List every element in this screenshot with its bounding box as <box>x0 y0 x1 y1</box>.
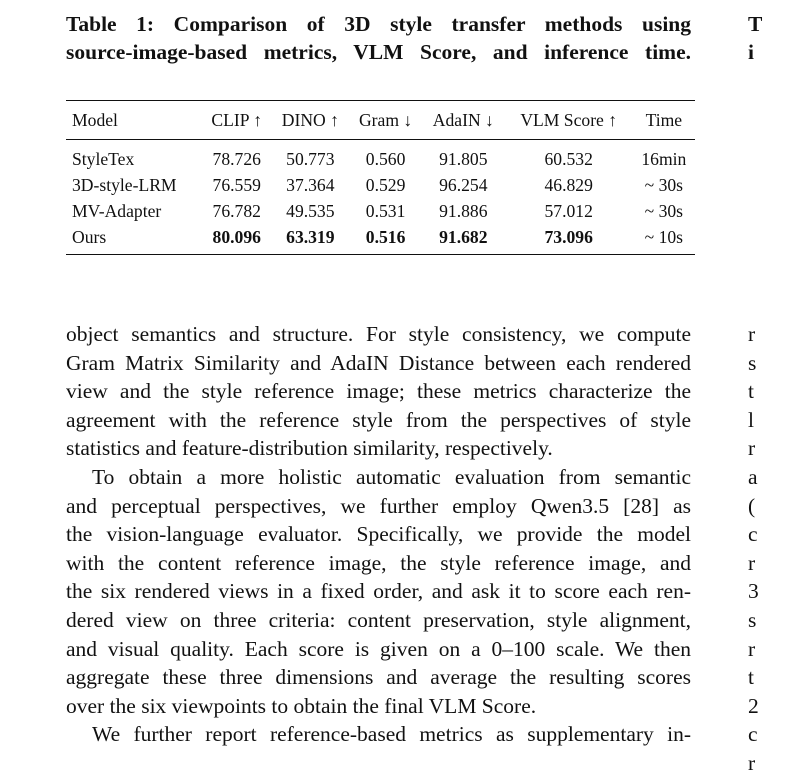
right-text-line: 2 <box>748 693 759 718</box>
cell-model: MV-Adapter <box>72 200 162 221</box>
cell-vlm-score: 73.096 <box>544 226 593 247</box>
body-paragraphs <box>66 320 691 749</box>
body-line: object semantics and structure. For style consistency, we compute <box>66 322 691 346</box>
right-column-caption <box>748 10 762 66</box>
right-text-line: l <box>748 407 754 432</box>
body-line: dered view on three criteria: content preservation, style alignment, <box>66 607 691 632</box>
right-text-line: t <box>748 379 754 404</box>
cell-clip: 76.559 <box>212 174 261 195</box>
body-line: view and the style reference image; these metrics characterize the <box>66 379 691 404</box>
right-text-line: s <box>748 607 757 632</box>
cell-clip: 76.782 <box>212 200 261 221</box>
right-text-line: r <box>748 322 756 346</box>
caption-line-2: source-image-based metrics, VLM Score, and inference time. <box>66 40 691 64</box>
right-text-line: s <box>748 350 757 375</box>
cell-vlm-score: 60.532 <box>544 148 593 169</box>
right-caption-line: i <box>748 40 754 64</box>
right-caption-line: T <box>748 12 763 36</box>
right-text-line: c <box>748 722 758 747</box>
right-text-line: ( <box>748 493 756 518</box>
table-row-best <box>66 224 695 255</box>
cell-gram: 0.560 <box>365 148 406 169</box>
right-text-line: c <box>748 522 758 547</box>
caption-line-1: Table 1: Comparison of 3D style transfer methods using <box>66 12 691 36</box>
body-line: To obtain a more holistic automatic evaluation from semantic <box>92 464 691 489</box>
cell-dino: 49.535 <box>286 200 335 221</box>
table-body <box>66 140 695 255</box>
cell-dino: 50.773 <box>286 148 335 169</box>
cell-time: ~ 10s <box>644 226 684 247</box>
right-text-line: a <box>748 464 758 489</box>
right-text-line: r <box>748 550 756 575</box>
comparison-table-container <box>66 100 695 255</box>
right-text-line: r <box>748 750 756 775</box>
cell-time: ~ 30s <box>644 174 684 195</box>
cell-dino: 37.364 <box>286 174 335 195</box>
cell-gram: 0.529 <box>365 174 406 195</box>
right-column-text <box>748 320 759 778</box>
header-time: Time <box>645 109 683 130</box>
cell-adain: 91.886 <box>439 200 488 221</box>
body-line: Gram Matrix Similarity and AdaIN Distance between each rendered <box>66 350 691 375</box>
body-line: the vision-language evaluator. Specifically, we provide the model <box>66 522 691 547</box>
right-column-fragment <box>748 0 788 775</box>
cell-gram: 0.531 <box>365 200 406 221</box>
table-header-row <box>66 101 695 140</box>
header-model: Model <box>72 109 118 130</box>
cell-vlm-score: 46.829 <box>544 174 593 195</box>
cell-vlm-score: 57.012 <box>544 200 593 221</box>
right-text-line: r <box>748 636 756 661</box>
body-line: statistics and feature-distribution similarity, respectively. <box>66 436 553 461</box>
cell-time: 16min <box>641 148 687 169</box>
table-row <box>66 172 695 198</box>
cell-adain: 96.254 <box>439 174 488 195</box>
body-line: the six rendered views in a fixed order, and ask it to score each ren- <box>66 579 691 604</box>
table-header <box>66 101 695 140</box>
body-line: over the six viewpoints to obtain the final VLM Score. <box>66 693 537 718</box>
header-adain: AdaIN ↓ <box>432 109 494 130</box>
right-text-line: r <box>748 436 756 461</box>
body-line: aggregate these three dimensions and average the resulting scores <box>66 665 691 690</box>
cell-model: 3D-style-LRM <box>72 174 177 195</box>
cell-model: StyleTex <box>72 148 135 169</box>
body-line: with the content reference image, the style reference image, and <box>66 550 691 575</box>
table-row <box>66 198 695 224</box>
cell-model: Ours <box>72 226 107 247</box>
cell-adain: 91.682 <box>439 226 488 247</box>
body-line: and perceptual perspectives, we further employ Qwen3.5 [28] as <box>66 493 691 518</box>
comparison-table <box>66 100 695 255</box>
cell-time: ~ 30s <box>644 200 684 221</box>
body-line: agreement with the reference style from the perspectives of style <box>66 407 691 432</box>
cell-adain: 91.805 <box>439 148 488 169</box>
table-row <box>66 140 695 173</box>
header-vlm-score: VLM Score ↑ <box>520 109 618 130</box>
header-gram: Gram ↓ <box>358 109 413 130</box>
cell-clip: 80.096 <box>212 226 261 247</box>
header-dino: DINO ↑ <box>281 109 339 130</box>
table-caption <box>66 10 691 66</box>
right-text-line: 3 <box>748 579 759 604</box>
cell-clip: 78.726 <box>212 148 261 169</box>
body-line: We further report reference-based metrics as supplementary in- <box>92 722 691 747</box>
cell-dino: 63.319 <box>286 226 335 247</box>
body-line: and visual quality. Each score is given on a 0–100 scale. We then <box>66 636 691 661</box>
right-text-line: t <box>748 665 754 690</box>
cell-gram: 0.516 <box>365 226 406 247</box>
header-clip: CLIP ↑ <box>211 109 263 130</box>
